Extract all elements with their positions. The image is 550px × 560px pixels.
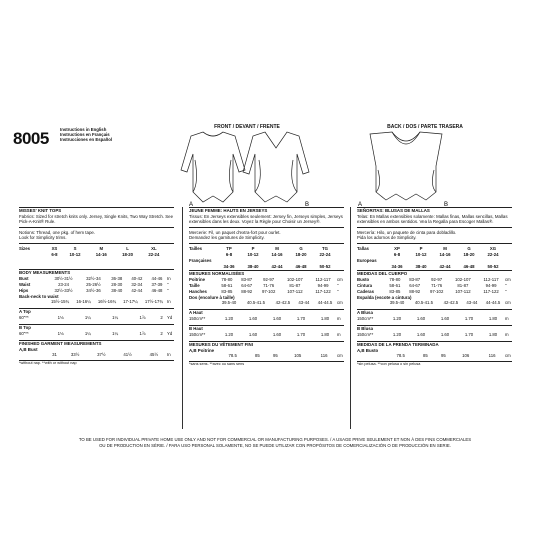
spanish-merceria: Mercería: Hilo, un paquete de cinta para dobladillo. — [357, 229, 457, 235]
measure-cell: 97-102 — [429, 288, 444, 294]
english-body-heading: BODY MEASUREMENTS — [19, 269, 71, 275]
francaises-label: Françaises — [189, 257, 212, 263]
measure-unit: " — [337, 288, 339, 294]
size-range-cell: 10-12 — [69, 251, 81, 257]
view-b-label: B Blusa — [357, 326, 373, 332]
size-cell: P — [251, 245, 255, 251]
measure-cell: 28-30 — [111, 281, 123, 287]
yardage-cell: 1.20 — [224, 332, 234, 338]
measure-cell: 39.5-40 — [389, 300, 405, 306]
size-cell: XS — [51, 245, 58, 251]
yardage-cell: 1.20 — [224, 316, 234, 322]
measure-cell: 34½-36 — [86, 287, 101, 293]
french-dos-label: Dos (encolure à taille) — [189, 294, 235, 300]
measure-cell: 78-80 — [389, 276, 401, 282]
front-view-drawing — [165, 130, 335, 210]
measure-cell: 17-17¼ — [123, 299, 138, 305]
size-cell: XL — [151, 245, 157, 251]
yardage-unit: m — [337, 332, 341, 338]
yardage-cell: 1.80 — [488, 316, 498, 322]
measure-label: Taille — [189, 282, 200, 288]
measure-cell: 88-92 — [241, 288, 253, 294]
measure-cell: 17½-17¾ — [144, 299, 164, 305]
finished-unit: cm — [337, 353, 343, 359]
front-view-b-letter: B — [305, 202, 310, 208]
finished-cell: 78.5 — [228, 353, 237, 359]
view-a-label: A Top — [19, 309, 31, 315]
size-range-cell: 10-12 — [247, 251, 259, 257]
yardage-cell: 1.70 — [464, 332, 474, 338]
measure-unit: cm — [505, 300, 511, 306]
french-title: JEUNE FEMME: HAUTS EN JERSEYS — [189, 208, 268, 213]
euro-size-cell: 38-40 — [415, 263, 427, 269]
measure-cell: 39.5-40 — [221, 300, 237, 306]
view-a-label: A Haut — [189, 310, 203, 316]
spanish-body-heading: MEDIDAS DEL CUERPO — [357, 270, 408, 276]
euro-size-cell: 38-40 — [247, 263, 259, 269]
measure-cell: 44-46 — [151, 275, 163, 281]
measure-unit: " — [167, 281, 169, 287]
measure-cell: 44-44.5 — [485, 300, 501, 306]
finished-cell: 85 — [423, 353, 428, 359]
footer-line-2: OU DE PRODUCTION EN SÉRIE. / PARA USO PERSONAL SOLAMENTE, NO SE PUEDE UTILIZAR CON PROPÓSITOS DE COMERCIALIZACIÓN O DE PRODUCCIÓN EN SERIE. — [99, 442, 451, 448]
french-finished-heading: MESURES DU VÊTEMENT FINI — [189, 342, 253, 348]
yardage-cell: 1⅞ — [139, 331, 146, 337]
front-view-a-letter: A — [189, 202, 194, 208]
english-back-neck-table — [19, 299, 179, 305]
measure-cell: 88-92 — [409, 288, 421, 294]
finished-cell: 95 — [272, 353, 278, 359]
size-cell: G — [467, 245, 471, 251]
view-a-label: A Blusa — [357, 310, 373, 316]
size-cell: XP — [394, 245, 400, 251]
size-cell: M — [275, 245, 279, 251]
measure-cell: 16½-16¾ — [97, 299, 117, 305]
english-column — [19, 207, 174, 367]
english-view-b-table — [19, 325, 179, 337]
size-cell: L — [126, 245, 129, 251]
measure-cell: 92-97 — [263, 276, 275, 282]
measure-cell: 102-107 — [287, 276, 303, 282]
english-title: MISSES' KNIT TOPS — [19, 208, 62, 213]
size-cell: M — [99, 245, 104, 251]
size-range-cell: 22-24 — [319, 251, 331, 257]
language-spanish: Instrucciones en Español — [60, 137, 113, 143]
english-finished-heading: FINISHED GARMENT MEASUREMENTS — [19, 341, 102, 347]
finished-cell: 37½ — [97, 352, 106, 358]
french-footnote: *sans sens. **avec ou sans sens — [189, 362, 245, 367]
yardage-cell: 1¼ — [112, 315, 119, 321]
measure-cell: 83-85 — [221, 288, 233, 294]
size-range-cell: 14-16 — [271, 251, 283, 257]
finished-cell: 105 — [294, 353, 302, 359]
size-range-cell: 14-16 — [439, 251, 451, 257]
measure-label: Bust — [19, 275, 29, 281]
measure-unit: In — [167, 275, 171, 281]
spanish-look: Pida los adornos de Simplicity. — [357, 235, 417, 241]
size-range-cell: 18-20 — [463, 251, 475, 257]
measure-cell: 94-99 — [317, 282, 329, 288]
measure-cell: 32½-34 — [86, 275, 101, 281]
measure-cell: 71-76 — [263, 282, 275, 288]
measure-cell: 23-24 — [58, 281, 70, 287]
spanish-view-b-table — [357, 326, 517, 338]
measure-cell: 40-42 — [131, 275, 143, 281]
measure-unit: cm — [337, 276, 343, 282]
measure-cell: 81-87 — [457, 282, 469, 288]
french-view-a-table — [189, 310, 349, 322]
euro-size-cell: 46-48 — [463, 263, 475, 269]
size-cell: P — [419, 245, 423, 251]
fabric-width: 60"** — [19, 315, 29, 321]
yardage-cell: 1¼ — [112, 331, 119, 337]
measure-label: Poitrine — [189, 276, 205, 282]
spanish-view-a-table — [357, 310, 517, 322]
euro-size-cell: 34-36 — [223, 263, 235, 269]
size-range-cell: 6-8 — [393, 251, 401, 257]
measure-label: Caderas — [357, 288, 374, 294]
spanish-footnote: *sin pelusa. **con pelusa o sin pelusa — [357, 362, 421, 367]
english-look: Look for Simplicity trims. — [19, 235, 67, 241]
english-view-a-table — [19, 309, 179, 321]
pattern-number: 8005 — [13, 129, 49, 148]
euro-size-cell: 50-52 — [487, 263, 499, 269]
yardage-cell: 2 — [160, 315, 163, 321]
measure-cell: 112-117 — [483, 276, 499, 282]
language-list — [60, 127, 112, 143]
back-view-label: BACK / DOS / PARTE TRASERA — [387, 124, 463, 130]
spanish-finished-heading: MEDIDAS DE LA PRENDA TERMINADA — [357, 342, 439, 348]
french-dos-table — [189, 300, 349, 306]
yardage-cell: 1.60 — [416, 316, 426, 322]
yardage-cell: 1.60 — [440, 316, 450, 322]
yardage-cell: 1.80 — [488, 332, 498, 338]
finished-cell: 116 — [320, 353, 328, 359]
measure-cell: 83-87 — [241, 276, 253, 282]
yardage-cell: 1.60 — [272, 316, 282, 322]
english-finished-sub: A,B Bust — [19, 346, 38, 352]
english-finished-table — [19, 352, 179, 358]
french-sizes-label: Tailles — [189, 245, 203, 251]
size-range-cell: 10-12 — [415, 251, 427, 257]
yardage-cell: 1.20 — [392, 332, 402, 338]
french-body-table — [189, 277, 349, 295]
front-view-label: FRONT / DEVANT / FRENTE — [214, 124, 280, 130]
yardage-unit: Yd — [167, 331, 173, 337]
english-notions: Notions: Thread, one pkg. of hem tape. — [19, 229, 96, 235]
size-cell: XG — [489, 245, 497, 251]
finished-cell: 95 — [440, 353, 446, 359]
measure-cell: 40.5-41.5 — [414, 300, 434, 306]
measure-label: Busto — [357, 276, 370, 282]
size-range-cell: 18-20 — [122, 251, 134, 257]
euro-size-cell: 50-52 — [319, 263, 331, 269]
fabric-width: 60"** — [19, 331, 29, 337]
yardage-cell: 1.60 — [248, 332, 258, 338]
yardage-cell: 1.70 — [296, 332, 306, 338]
yardage-unit: Yd — [167, 315, 173, 321]
size-cell: M — [443, 245, 447, 251]
yardage-cell: 1¼ — [84, 331, 91, 337]
measure-cell: 44-44.5 — [317, 300, 333, 306]
english-fabrics: Fabrics: Sized for stretch knits only. Jersey, Single Knits, Two Way Stretch. See Pick-A-Knit® Rule. — [19, 213, 174, 225]
yardage-cell: 1.70 — [464, 316, 474, 322]
language-english: Instructions in English — [60, 127, 107, 132]
back-view-a-letter: A — [358, 202, 363, 208]
yardage-unit: m — [505, 332, 509, 338]
finished-cell: 31 — [52, 352, 57, 358]
yardage-cell: 1¼ — [84, 315, 91, 321]
size-range-cell: 22-24 — [487, 251, 499, 257]
finished-cell: 78.5 — [396, 353, 405, 359]
measure-cell: 71-76 — [431, 282, 443, 288]
measure-unit: " — [505, 282, 507, 288]
measure-unit: cm — [505, 276, 511, 282]
spanish-column — [357, 207, 512, 368]
measure-cell: 38-40 — [111, 287, 123, 293]
measure-cell: 64-67 — [409, 282, 421, 288]
yardage-unit: m — [505, 316, 509, 322]
spanish-finished-table — [357, 353, 517, 359]
fabric-width: 150cm** — [189, 332, 206, 338]
french-finished-table — [189, 353, 349, 359]
measure-cell: 83-87 — [409, 276, 421, 282]
measure-cell: 42-42.5 — [275, 300, 291, 306]
size-cell: S — [73, 245, 77, 251]
euro-size-cell: 34-36 — [391, 263, 403, 269]
measure-cell: 97-102 — [261, 288, 276, 294]
size-range-cell: 22-24 — [148, 251, 160, 257]
yardage-cell: 1.60 — [440, 332, 450, 338]
view-b-label: B Haut — [189, 326, 203, 332]
french-sizes-table — [189, 246, 349, 270]
yardage-cell: 1.60 — [272, 332, 282, 338]
measure-cell: 40.5-41.5 — [246, 300, 266, 306]
europeas-label: Europeas — [357, 257, 377, 263]
yardage-cell: 1⅞ — [139, 315, 146, 321]
language-french: Instructions en Français — [60, 132, 110, 138]
fabric-width: 150cm** — [357, 316, 374, 322]
back-view-b-letter: B — [444, 202, 449, 208]
column-divider — [182, 207, 183, 429]
measure-unit: In — [167, 299, 171, 305]
english-footnote: *without nap. **with or without nap — [19, 361, 77, 366]
measure-label: Hips — [19, 287, 29, 293]
measure-cell: 58-61 — [389, 282, 401, 288]
footer-line-1: TO BE USED FOR INDIVIDUAL PRIVATE HOME USE ONLY AND NOT FOR COMMERCIAL OR MANUFACTURING PURPOSES. / A USAGE PRIVE SEULEMENT ET NON À DES FINS COMMERCIALES — [78, 437, 472, 442]
french-look: Demandez les garnitures de Simplicity. — [189, 235, 265, 241]
measure-cell: 83-85 — [389, 288, 401, 294]
euro-size-cell: 42-44 — [271, 263, 283, 269]
yardage-cell: 1.70 — [296, 316, 306, 322]
english-sizes-table — [19, 246, 179, 258]
measure-label: Cintura — [357, 282, 373, 288]
measure-cell: 117-122 — [315, 288, 331, 294]
measure-unit: " — [505, 288, 507, 294]
size-cell: TG — [322, 245, 328, 251]
finished-unit: cm — [505, 353, 511, 359]
yardage-cell: 1.20 — [392, 316, 402, 322]
yardage-cell: 1⅛ — [57, 315, 64, 321]
spanish-espalda-label: Espalda (escote a cintura) — [357, 294, 412, 300]
yardage-cell: 1.80 — [320, 316, 330, 322]
english-body-table — [19, 276, 179, 294]
finished-unit: In — [167, 352, 171, 358]
size-range-cell: 6-8 — [225, 251, 233, 257]
euro-size-cell: 42-44 — [439, 263, 451, 269]
measure-cell: 107-112 — [455, 288, 471, 294]
measure-cell: 25-26½ — [86, 281, 101, 287]
french-mercerie: Mercerie: Fil, un paquet d'extra-fort pour ourlet. — [189, 229, 281, 235]
english-back-neck-label: Back-neck to waist — [19, 293, 59, 299]
euro-size-cell: 46-48 — [295, 263, 307, 269]
measure-unit: " — [167, 287, 169, 293]
spanish-sizes-label: Tallas — [357, 245, 369, 251]
measure-cell: 46-48 — [151, 287, 163, 293]
measure-cell: 37-39 — [151, 281, 163, 287]
measure-cell: 58-61 — [221, 282, 233, 288]
measure-cell: 117-122 — [483, 288, 499, 294]
measure-cell: 36-38 — [111, 275, 123, 281]
yardage-cell: 2 — [160, 331, 163, 337]
measure-cell: 64-67 — [241, 282, 253, 288]
size-cell: G — [299, 245, 303, 251]
measure-label: Hanches — [189, 288, 207, 294]
measure-cell: 16-16¼ — [76, 299, 91, 305]
column-divider — [350, 207, 351, 429]
french-column — [189, 207, 344, 368]
measure-cell: 81-87 — [289, 282, 301, 288]
view-b-label: B Top — [19, 325, 31, 331]
size-cell: TP — [226, 245, 232, 251]
spanish-finished-sub: A,B Busto — [357, 347, 379, 353]
measure-cell: 42-42.5 — [443, 300, 459, 306]
finished-cell: 41½ — [123, 352, 132, 358]
yardage-unit: m — [337, 316, 341, 322]
french-view-b-table — [189, 326, 349, 338]
yardage-cell: 1.60 — [416, 332, 426, 338]
measure-cell: 107-112 — [287, 288, 303, 294]
measure-unit: " — [337, 282, 339, 288]
measure-cell: 32-34 — [131, 281, 143, 287]
measure-cell: 15½-15¾ — [50, 299, 70, 305]
finished-cell: 33½ — [70, 352, 80, 358]
measure-cell: 32½-33½ — [54, 287, 73, 293]
measure-label: Waist — [19, 281, 31, 287]
french-finished-sub: A,B Poitrine — [189, 347, 215, 353]
measure-cell: 43-44 — [298, 300, 310, 306]
finished-cell: 85 — [255, 353, 260, 359]
size-range-cell: 14-16 — [95, 251, 107, 257]
spanish-body-table — [357, 277, 517, 295]
english-sizes-label: Sizes — [19, 245, 30, 251]
fabric-width: 150cm** — [357, 332, 374, 338]
measure-cell: 43-44 — [466, 300, 478, 306]
size-range-cell: 18-20 — [295, 251, 307, 257]
spanish-title: SEÑORITAS: BLUSAS DE MALLAS — [357, 208, 430, 213]
french-body-heading: MESURES NORMALISÉES — [189, 270, 245, 276]
measure-cell: 42-44 — [131, 287, 143, 293]
finished-cell: 45½ — [149, 352, 159, 358]
yardage-cell: 1⅛ — [57, 331, 64, 337]
spanish-espalda-table — [357, 300, 517, 306]
french-tissus: Tissus: En Jerseys extensibles seulement: Jersey fin, Jerseys simples, Jerseys extensibles dans les deux. Voyez la Règle pour Choisir un Jersey®. — [189, 213, 343, 225]
finished-cell: 106 — [462, 353, 470, 359]
measure-cell: 30½-31½ — [54, 275, 73, 281]
measure-cell: 92-97 — [431, 276, 443, 282]
yardage-cell: 1.80 — [320, 332, 330, 338]
measure-cell: 102-107 — [455, 276, 471, 282]
measure-cell: 78-80 — [221, 276, 233, 282]
footer-disclaimer — [0, 437, 550, 448]
fabric-width: 150cm** — [189, 316, 206, 322]
size-range-cell: 6-8 — [51, 251, 58, 257]
spanish-sizes-table — [357, 246, 517, 270]
measure-unit: cm — [337, 300, 343, 306]
spanish-telas: Telas: En Mallas extensibles solamente: Mallas finas, Mallas sencillas, Mallas extensibles en ambos sentidos. Vea la Regalla para Escoger Mallas®. — [357, 213, 508, 225]
measure-cell: 94-99 — [485, 282, 497, 288]
yardage-cell: 1.60 — [248, 316, 258, 322]
measure-cell: 112-117 — [315, 276, 331, 282]
back-view-drawing — [352, 130, 462, 210]
finished-cell: 116 — [488, 353, 496, 359]
